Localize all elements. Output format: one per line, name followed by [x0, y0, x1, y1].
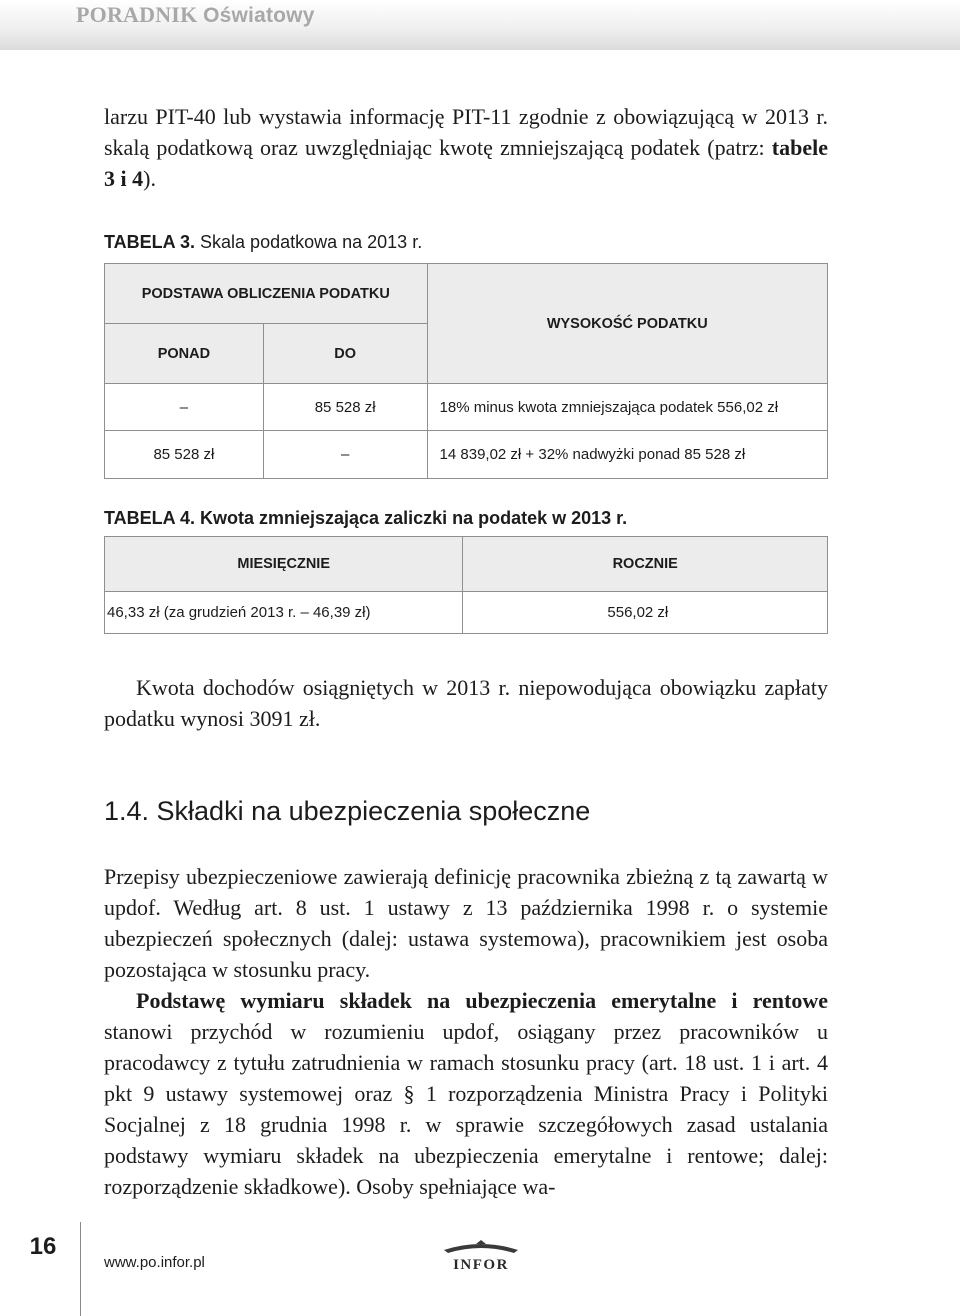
brand-part2: Oświatowy	[203, 4, 315, 27]
header-bar	[0, 0, 960, 50]
intro-text-b: ).	[143, 166, 156, 191]
cell-monthly: 46,33 zł (za grudzień 2013 r. – 46,39 zł)	[105, 592, 463, 634]
cell-over: –	[105, 384, 264, 431]
body-text	[104, 861, 828, 1202]
body-paragraph-2	[104, 985, 828, 1202]
table-row	[105, 592, 828, 634]
header-monthly: MIESIĘCZNIE	[105, 537, 463, 592]
infor-logo	[436, 1240, 526, 1274]
table3-caption-label: TABELA 3.	[104, 232, 196, 252]
intro-paragraph	[104, 101, 828, 194]
brand-part1: PORADNIK	[76, 2, 198, 27]
header-tax-amount: WYSOKOŚĆ PODATKU	[427, 264, 827, 384]
body-paragraph-2-rest: stanowi przychód w rozumieniu updof, osiągany przez pracowników u pracodawcy z tytułu zatrudnienia w ramach stosunku pracy (art. 18 ust. 1 i art. 4 pkt 9 ustawy systemowej oraz § 1 rozporządzenia Ministra Pracy i Polityki Socjalnej z 18 grudnia 1998 r. w sprawie szczegółowych zasad ustalania podstawy wymiaru składek na ubezpieczenia emerytalne i rentowe; dalej: rozporządzenie składkowe). Osoby spełniające wa-	[104, 1019, 828, 1199]
body-paragraph-2-bold: Podstawę wymiaru składek na ubezpieczenia emerytalne i rentowe	[136, 988, 828, 1013]
cell-tax: 14 839,02 zł + 32% nadwyżki ponad 85 528 zł	[427, 431, 827, 479]
table4-caption: TABELA 4. Kwota zmniejszająca zaliczki na podatek w 2013 r.	[104, 508, 628, 528]
tax-reduction-table	[104, 536, 828, 634]
svg-text:INFOR: INFOR	[453, 1257, 509, 1273]
intro-text-a: larzu PIT-40 lub wystawia informację PIT-11 zgodnie z obowiązującą w 2013 r. skalą podatkową oraz uwzględniając kwotę zmniejszającą podatek (patrz:	[104, 104, 828, 160]
income-text: Kwota dochodów osiągniętych w 2013 r. niepowodująca obowiązku zapłaty podatku wynosi 3091 zł.	[104, 675, 828, 731]
publication-brand	[76, 2, 315, 28]
cell-to: 85 528 zł	[263, 384, 427, 431]
income-paragraph	[104, 672, 828, 734]
table3-caption	[104, 232, 422, 253]
header-tax-base: PODSTAWA OBLICZENIA PODATKU	[105, 264, 428, 324]
cell-to: –	[263, 431, 427, 479]
cell-yearly: 556,02 zł	[463, 592, 828, 634]
header-over: PONAD	[105, 324, 264, 384]
intro-text-bold: tabele 3 i 4	[104, 135, 828, 191]
table3-caption-title: Skala podatkowa na 2013 r.	[200, 232, 423, 252]
tax-scale-table	[104, 263, 828, 479]
cell-over: 85 528 zł	[105, 431, 264, 479]
table-row	[105, 431, 828, 479]
header-to: DO	[263, 324, 427, 384]
footer-url: www.po.infor.pl	[104, 1254, 205, 1271]
header-yearly: ROCZNIE	[463, 537, 828, 592]
page-number: 16	[29, 1233, 57, 1260]
body-paragraph-1: Przepisy ubezpieczeniowe zawierają definicję pracownika zbieżną z tą zawartą w updof. Według art. 8 ust. 1 ustawy z 13 października 1998 r. o systemie ubezpieczeń społecznych (dalej: ustawa systemowa), pracownikiem jest osoba pozostająca w stosunku pracy.	[104, 864, 828, 982]
section-heading: 1.4. Składki na ubezpieczenia społeczne	[104, 796, 591, 826]
cell-tax: 18% minus kwota zmniejszająca podatek 556,02 zł	[427, 384, 827, 431]
footer-divider	[80, 1222, 81, 1316]
table-row	[105, 384, 828, 431]
